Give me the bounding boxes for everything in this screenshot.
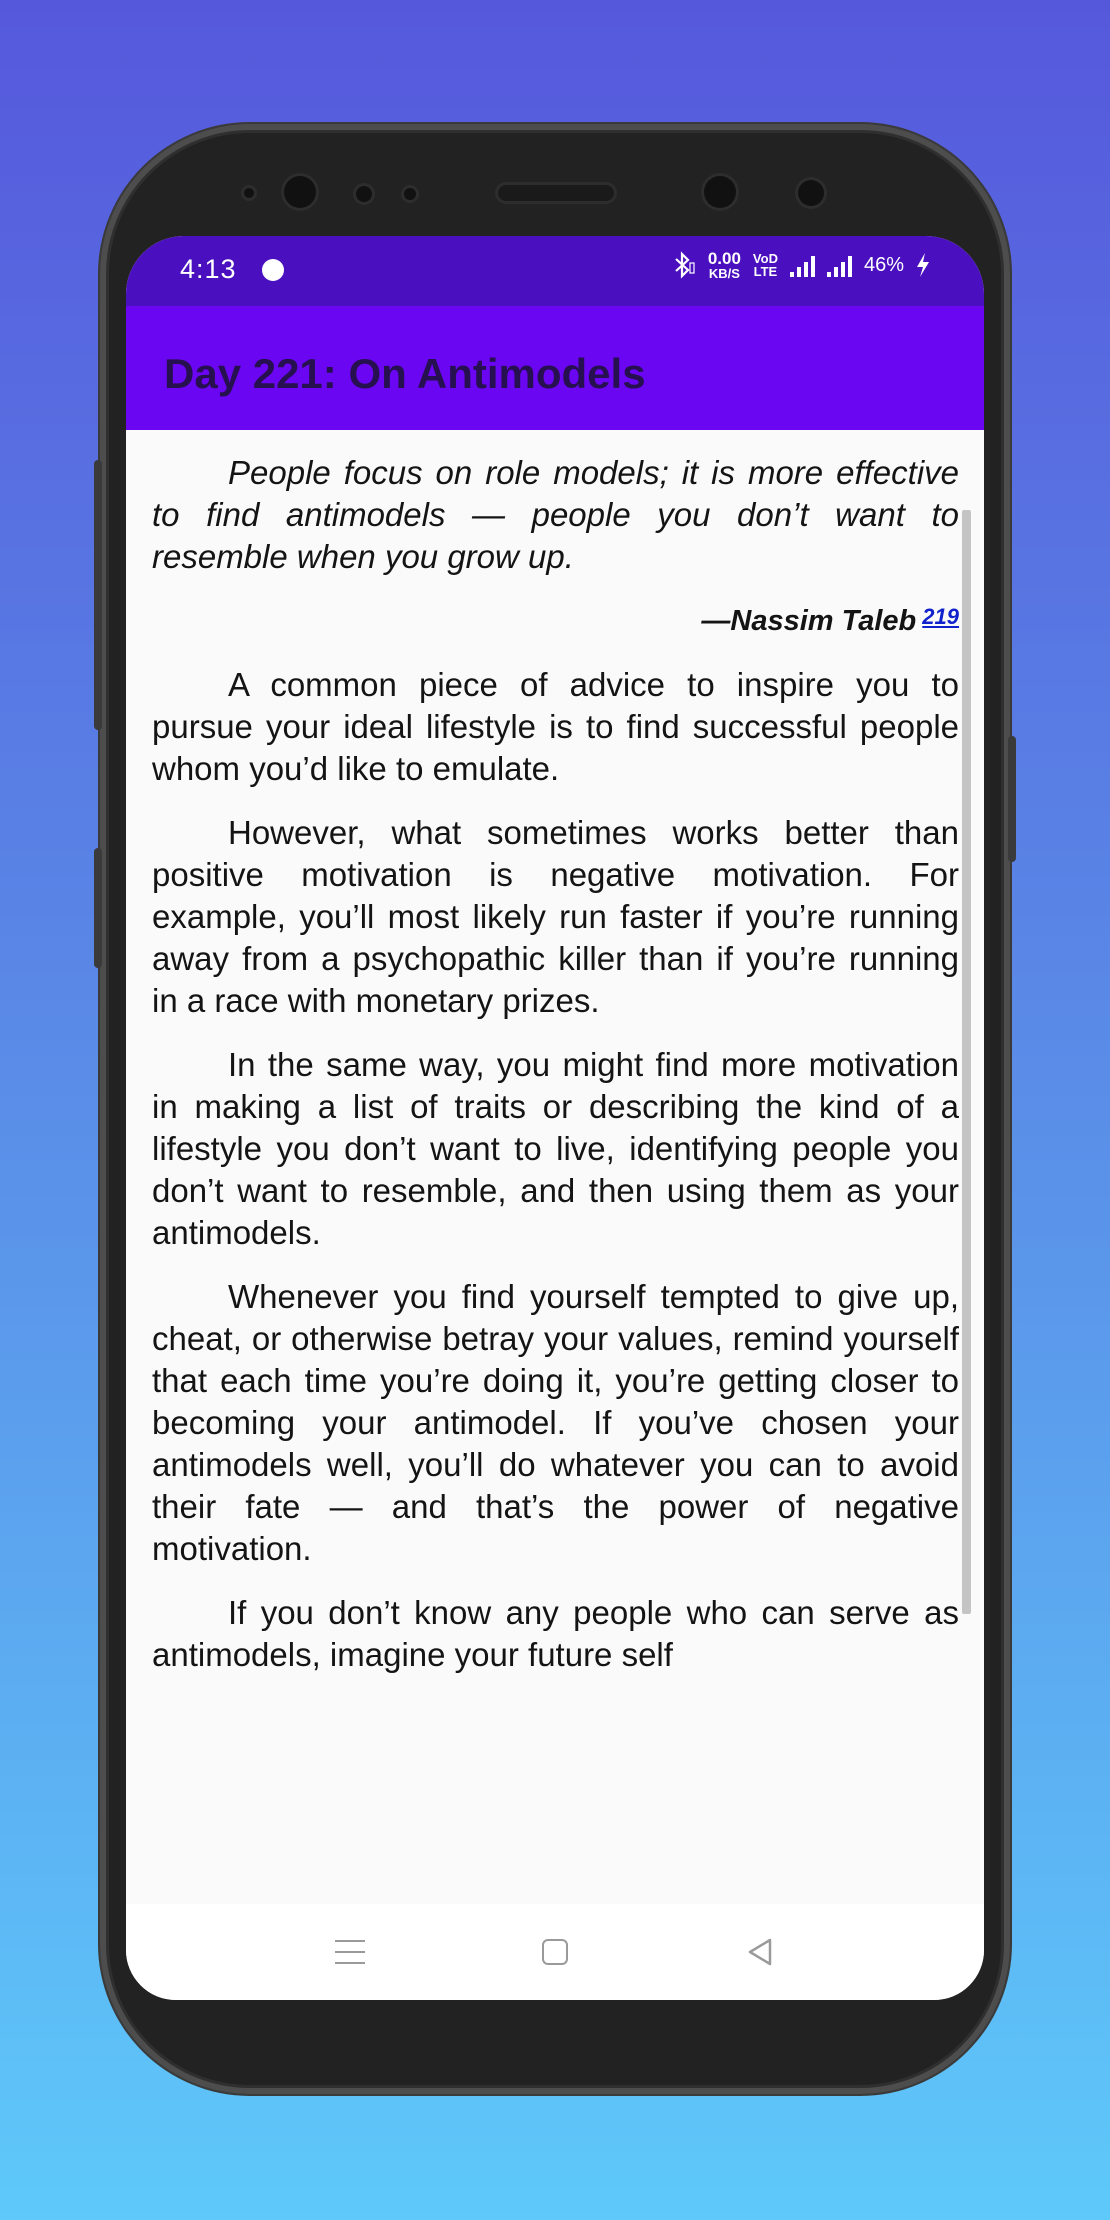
charging-bolt-icon — [916, 253, 930, 277]
front-camera-icon — [284, 176, 316, 208]
status-bar — [126, 236, 984, 306]
signal-strength-2-icon — [827, 253, 852, 277]
page-title: Day 221: On Antimodels — [164, 350, 646, 397]
status-icons — [670, 250, 930, 280]
back-icon — [745, 1937, 775, 1967]
bluetooth-icon — [670, 251, 696, 279]
phone-side-button-left-2 — [94, 848, 102, 968]
notification-dot-icon — [262, 259, 284, 281]
home-icon — [542, 1939, 568, 1965]
paragraph-3: In the same way, you might find more motivation in making a list of traits or describing the kind of a lifestyle you don’t want to live, identifying people you don’t want to resemble, and then using them as your antimodels. — [152, 1046, 959, 1251]
network-speed — [708, 250, 741, 280]
sensor-small-icon — [404, 188, 416, 200]
network-speed-value: 0.00 — [707, 249, 741, 268]
navigation-bar — [126, 1904, 984, 2000]
paragraph-4: Whenever you find yourself tempted to give up, cheat, or otherwise betray your values, remind yourself that each time you’re doing it, you’re getting closer to becoming your antimodel. If you’ve chosen your antimodels well, you’ll do whatever you can to avoid their fate — and that’s the power of negative motivation. — [152, 1278, 959, 1567]
phone-screen — [126, 236, 984, 2000]
article-content[interactable] — [152, 452, 959, 1782]
volte-bottom: LTE — [753, 264, 778, 279]
front-camera-secondary-icon — [704, 176, 736, 208]
earpiece-speaker — [498, 185, 614, 201]
signal-strength-1-icon — [790, 253, 815, 277]
footnote-link[interactable]: 219 — [922, 604, 959, 629]
app-bar — [126, 306, 984, 430]
home-button[interactable] — [525, 1926, 585, 1978]
paragraph-1: A common piece of advice to inspire you to pursue your ideal lifestyle is to find successful people whom you’d like to emulate. — [152, 666, 959, 787]
content-fade — [126, 1776, 984, 1782]
scrollbar[interactable] — [962, 510, 971, 1614]
sensor-dot-icon — [244, 188, 254, 198]
network-speed-unit: KB/S — [708, 266, 740, 281]
sensor-icon — [356, 186, 372, 202]
paragraph-5: If you don’t know any people who can serve as antimodels, imagine your future self — [152, 1594, 959, 1673]
proximity-sensor-icon — [798, 180, 824, 206]
volte-indicator — [753, 252, 778, 278]
phone-side-button-right — [1008, 736, 1016, 862]
phone-side-button-left-1 — [94, 460, 102, 730]
status-time: 4:13 — [180, 254, 237, 284]
menu-icon — [335, 1940, 365, 1964]
epigraph-attribution — [152, 596, 959, 642]
paragraph-2: However, what sometimes works better than positive motivation is negative motivation. For example, you’ll most likely run faster if you’re running away from a psychopathic killer than if you’re running in a race with monetary prizes. — [152, 814, 959, 1019]
epigraph-quote: People focus on role models; it is more effective to find antimodels — people you don’t want to resemble when you grow up. — [152, 454, 959, 575]
attribution-author: —Nassim Taleb — [701, 605, 917, 637]
battery-percent: 46% — [863, 253, 904, 276]
recents-button[interactable] — [320, 1926, 380, 1978]
back-button[interactable] — [730, 1926, 790, 1978]
volte-top: VoD — [752, 251, 778, 266]
